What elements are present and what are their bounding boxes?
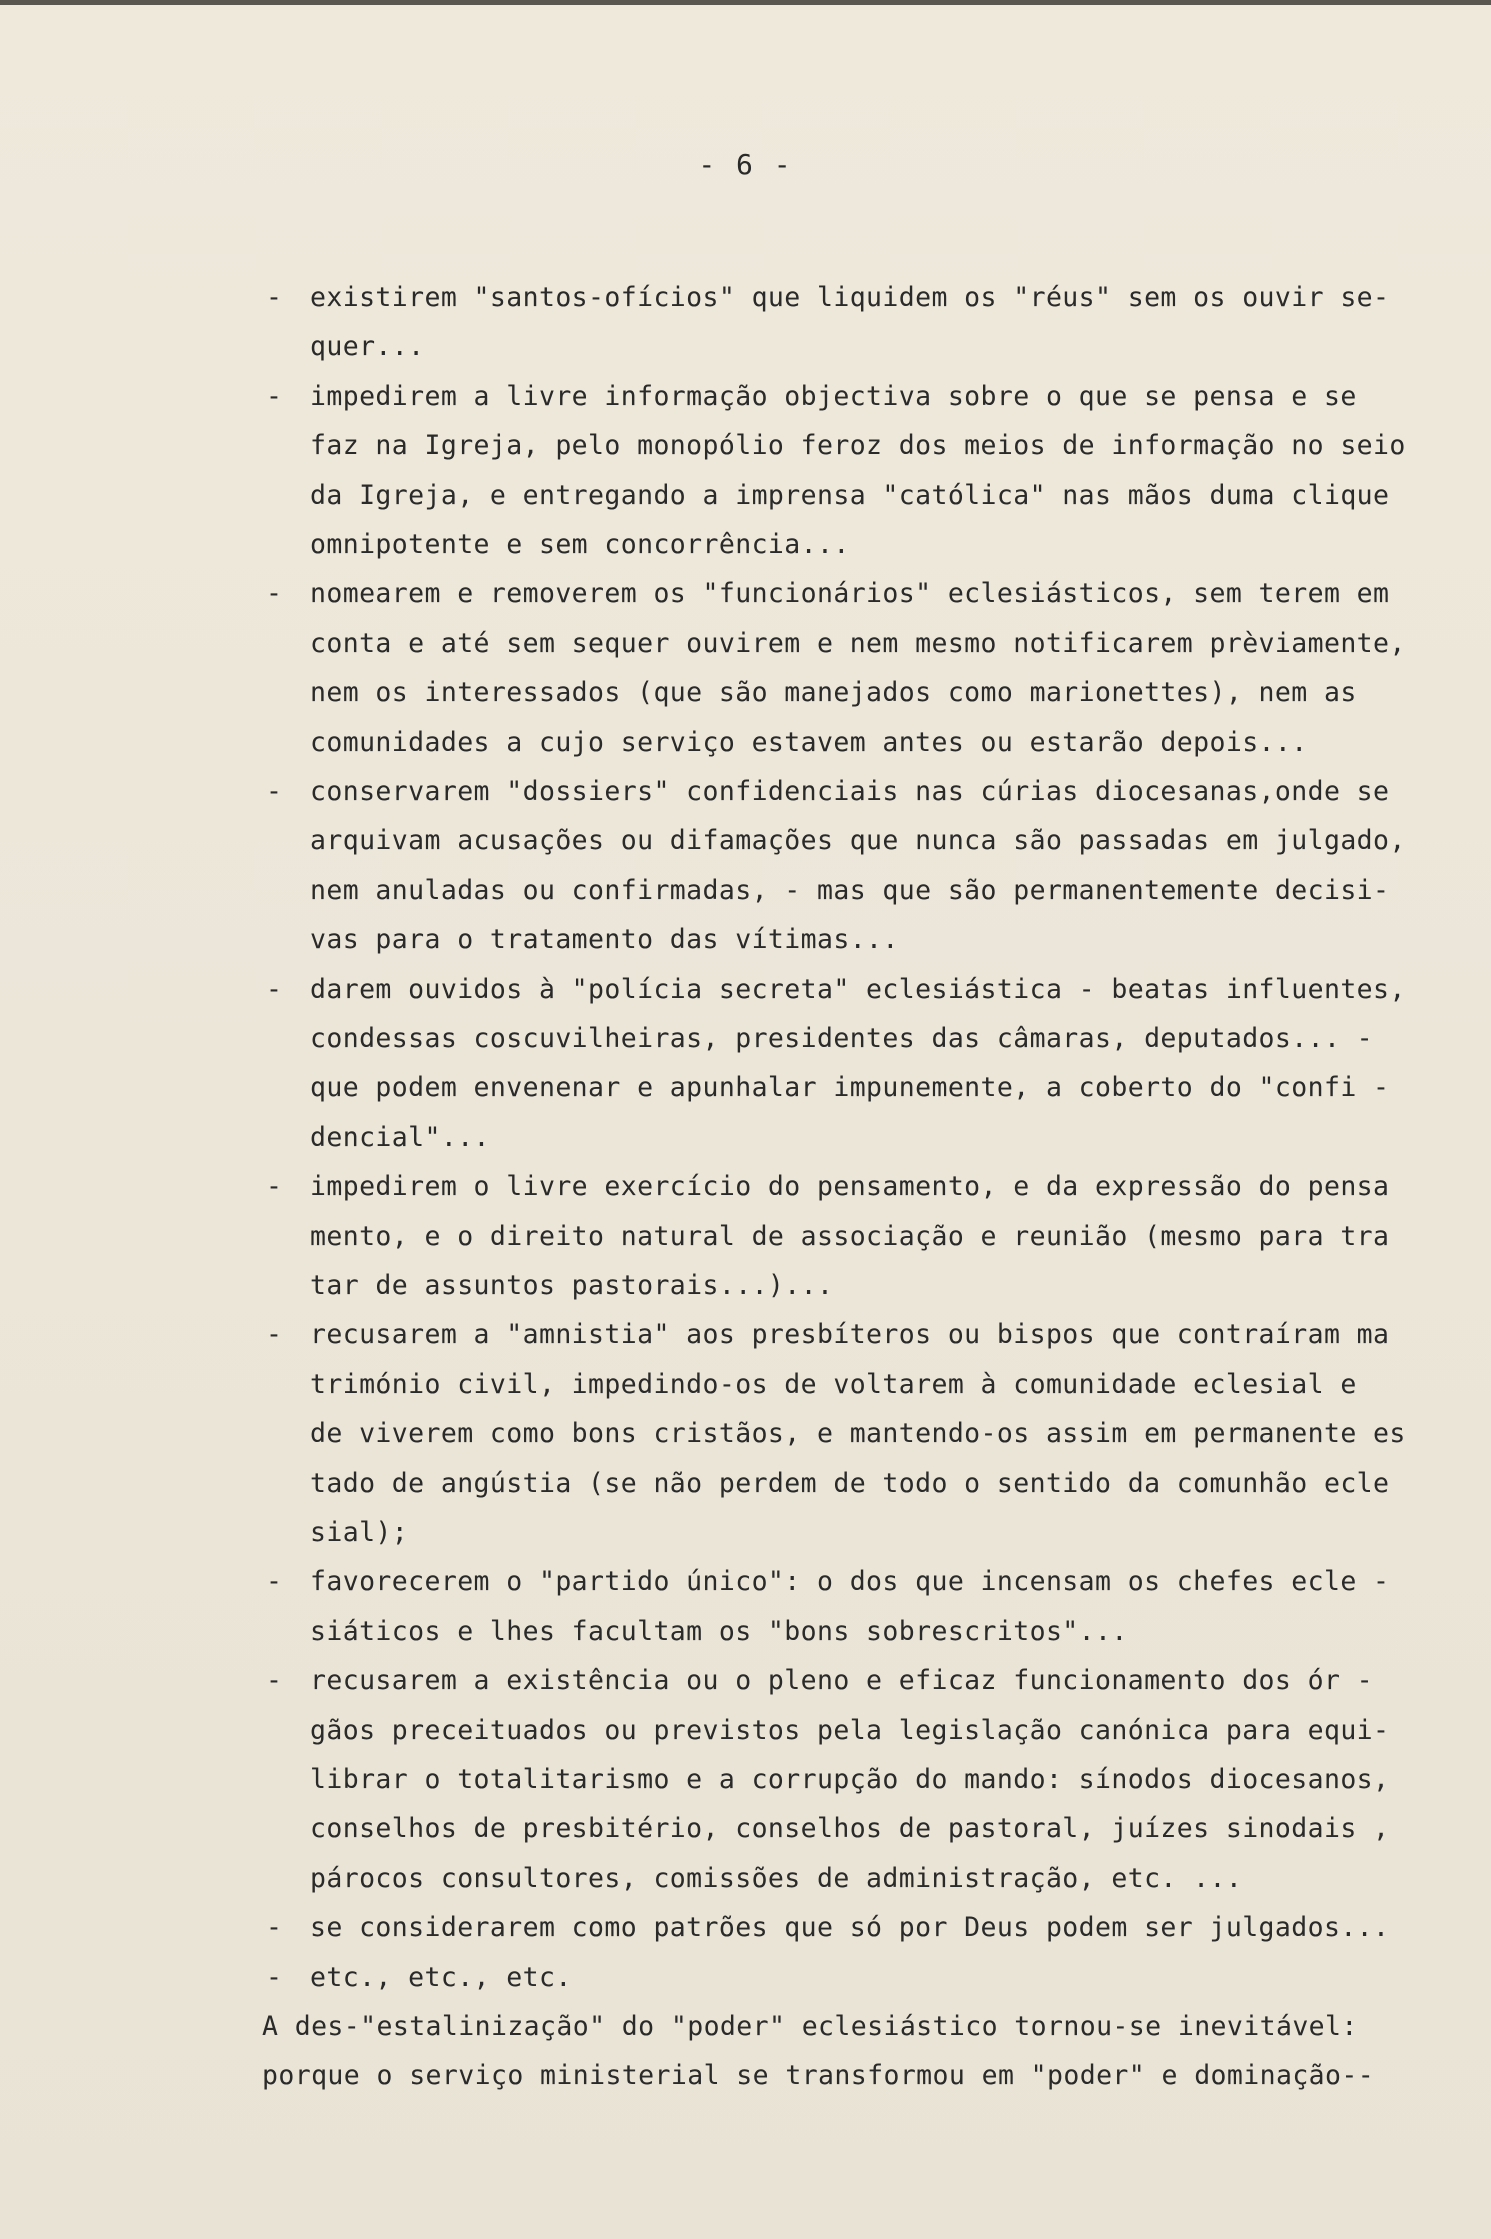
text-line: porque o serviço ministerial se transformou em "poder" e dominação--	[262, 2060, 1375, 2091]
text-line: se considerarem como patrões que só por Deus podem ser julgados...	[310, 1912, 1390, 1943]
list-dash: -	[266, 1319, 283, 1350]
list-dash: -	[266, 1566, 283, 1597]
text-line: dencial"...	[310, 1122, 490, 1153]
text-line: tado de angústia (se não perdem de todo o sentido da comunhão ecle	[310, 1468, 1390, 1499]
text-line: conservarem "dossiers" confidenciais nas cúrias diocesanas,onde se	[310, 776, 1390, 807]
text-line: que podem envenenar e apunhalar impunemente, a coberto do "confi -	[310, 1072, 1390, 1103]
text-line: nem os interessados (que são manejados como marionettes), nem as	[310, 677, 1357, 708]
list-dash: -	[266, 1665, 283, 1696]
text-line: da Igreja, e entregando a imprensa "católica" nas mãos duma clique	[310, 480, 1390, 511]
page-number: - 6 -	[698, 148, 793, 181]
text-line: nomearem e removerem os "funcionários" eclesiásticos, sem terem em	[310, 578, 1390, 609]
list-dash: -	[266, 974, 283, 1005]
text-line: gãos preceituados ou previstos pela legislação canónica para equi-	[310, 1715, 1390, 1746]
text-line: condessas coscuvilheiras, presidentes das câmaras, deputados... -	[310, 1023, 1374, 1054]
text-line: A des-"estalinização" do "poder" eclesiástico tornou-se inevitável:	[262, 2011, 1358, 2042]
text-line: comunidades a cujo serviço estavem antes ou estarão depois...	[310, 727, 1308, 758]
text-line: quer...	[310, 331, 425, 362]
page-top-edge	[0, 0, 1491, 5]
list-dash: -	[266, 578, 283, 609]
text-line: favorecerem o "partido único": o dos que incensam os chefes ecle -	[310, 1566, 1390, 1597]
text-line: tar de assuntos pastorais...)...	[310, 1270, 834, 1301]
text-line: librar o totalitarismo e a corrupção do mando: sínodos diocesanos,	[310, 1764, 1390, 1795]
text-line: sial);	[310, 1517, 409, 1548]
text-line: mento, e o direito natural de associação e reunião (mesmo para tra	[310, 1221, 1390, 1252]
text-line: siáticos e lhes facultam os "bons sobrescritos"...	[310, 1616, 1128, 1647]
text-line: recusarem a existência ou o pleno e eficaz funcionamento dos ór -	[310, 1665, 1374, 1696]
text-line: vas para o tratamento das vítimas...	[310, 924, 899, 955]
list-dash: -	[266, 776, 283, 807]
text-line: nem anuladas ou confirmadas, - mas que são permanentemente decisi-	[310, 875, 1390, 906]
list-dash: -	[266, 381, 283, 412]
list-dash: -	[266, 1171, 283, 1202]
text-line: recusarem a "amnistia" aos presbíteros ou bispos que contraíram ma	[310, 1319, 1390, 1350]
text-line: conta e até sem sequer ouvirem e nem mesmo notificarem prèviamente,	[310, 628, 1406, 659]
text-line: de viverem como bons cristãos, e mantendo-os assim em permanente es	[310, 1418, 1406, 1449]
text-line: etc., etc., etc.	[310, 1962, 572, 1993]
text-line: conselhos de presbitério, conselhos de pastoral, juízes sinodais ,	[310, 1813, 1390, 1844]
text-line: existirem "santos-ofícios" que liquidem os "réus" sem os ouvir se-	[310, 282, 1390, 313]
text-line: faz na Igreja, pelo monopólio feroz dos meios de informação no seio	[310, 430, 1406, 461]
list-dash: -	[266, 1962, 283, 1993]
text-line: trimónio civil, impedindo-os de voltarem à comunidade eclesial e	[310, 1369, 1357, 1400]
text-line: impedirem o livre exercício do pensamento, e da expressão do pensa	[310, 1171, 1390, 1202]
text-line: impedirem a livre informação objectiva sobre o que se pensa e se	[310, 381, 1357, 412]
list-dash: -	[266, 1912, 283, 1943]
text-line: omnipotente e sem concorrência...	[310, 529, 850, 560]
text-line: darem ouvidos à "polícia secreta" eclesiástica - beatas influentes,	[310, 974, 1406, 1005]
list-dash: -	[266, 282, 283, 313]
text-line: párocos consultores, comissões de administração, etc. ...	[310, 1863, 1243, 1894]
text-line: arquivam acusações ou difamações que nunca são passadas em julgado,	[310, 825, 1406, 856]
